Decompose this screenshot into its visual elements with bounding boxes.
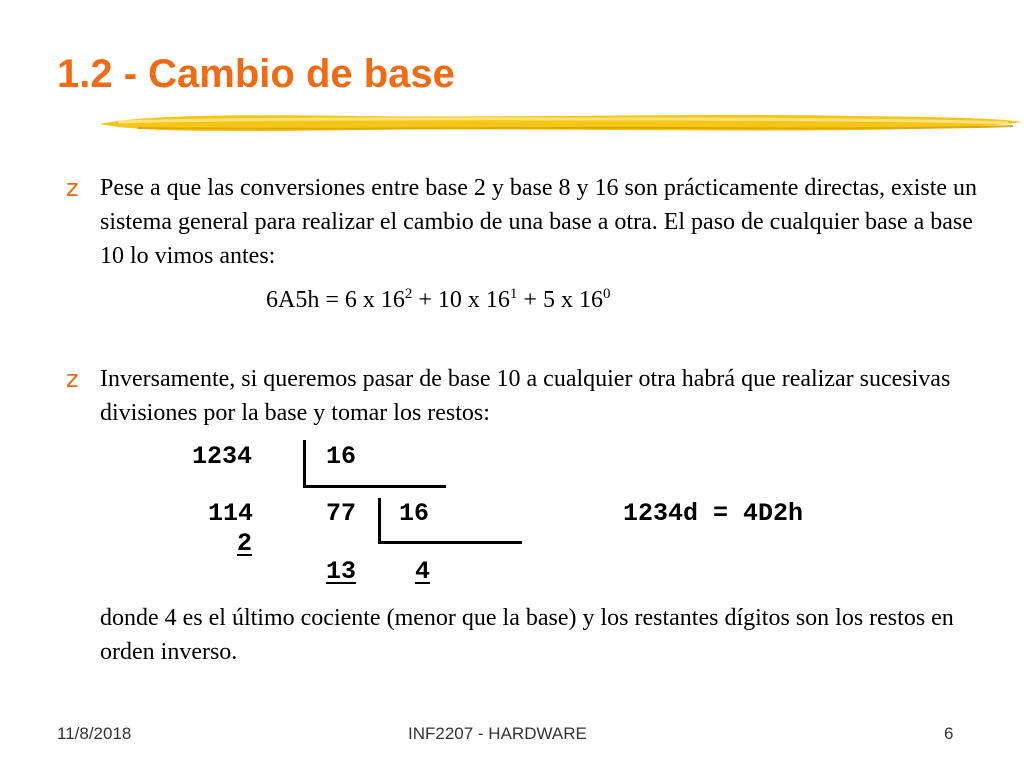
formula-exponent: 0 <box>602 286 611 302</box>
paragraph-inverse: Inversamente, si queremos pasar de base 10 a cualquier otra habrá que realizar sucesivas divisiones por la base y tomar los restos: <box>100 366 951 426</box>
paragraph-intro: Pese a que las conversiones entre base 2 y base 8 y 16 son prácticamente directas, existe un sistema general para realizar el cambio de una base a otra. El paso de cualquier base a base 10 lo vimos antes: <box>100 175 978 269</box>
formula-exponent: 1 <box>509 286 518 302</box>
formula-part: + 10 x 16 <box>412 287 510 313</box>
formula-part: + 5 x 16 <box>517 287 603 313</box>
footer-page-number: 6 <box>944 724 954 743</box>
formula-part: 6A5h = 6 x 16 <box>266 287 405 313</box>
footer-course: INF2207 - HARDWARE <box>408 724 587 743</box>
remainder: 114 <box>208 499 254 528</box>
yellow-brush-stroke <box>98 104 1024 144</box>
result-digit: 2 <box>237 529 253 558</box>
bullet-icon: z <box>66 174 79 202</box>
division-bar-horizontal <box>378 541 522 544</box>
slide-title: 1.2 - Cambio de base <box>57 52 455 96</box>
division-bar-horizontal <box>303 485 446 488</box>
conversion-result: 1234d = 4D2h <box>623 499 804 528</box>
divisor: 16 <box>326 442 357 471</box>
footer-date: 11/8/2018 <box>57 724 132 743</box>
formula-exponent: 2 <box>404 286 413 302</box>
bullet-icon: z <box>66 365 79 393</box>
paragraph-conclusion: donde 4 es el último cociente (menor que la base) y los restantes dígitos son los restos en orden inverso. <box>100 605 954 665</box>
result-digit: 13 <box>326 557 357 586</box>
divisor: 16 <box>399 499 430 528</box>
quotient: 77 <box>326 499 357 528</box>
dividend: 1234 <box>192 442 253 471</box>
division-bar-vertical <box>303 440 306 487</box>
result-digit: 4 <box>415 557 431 586</box>
formula-6a5h <box>266 283 610 317</box>
division-bar-vertical <box>378 498 381 544</box>
